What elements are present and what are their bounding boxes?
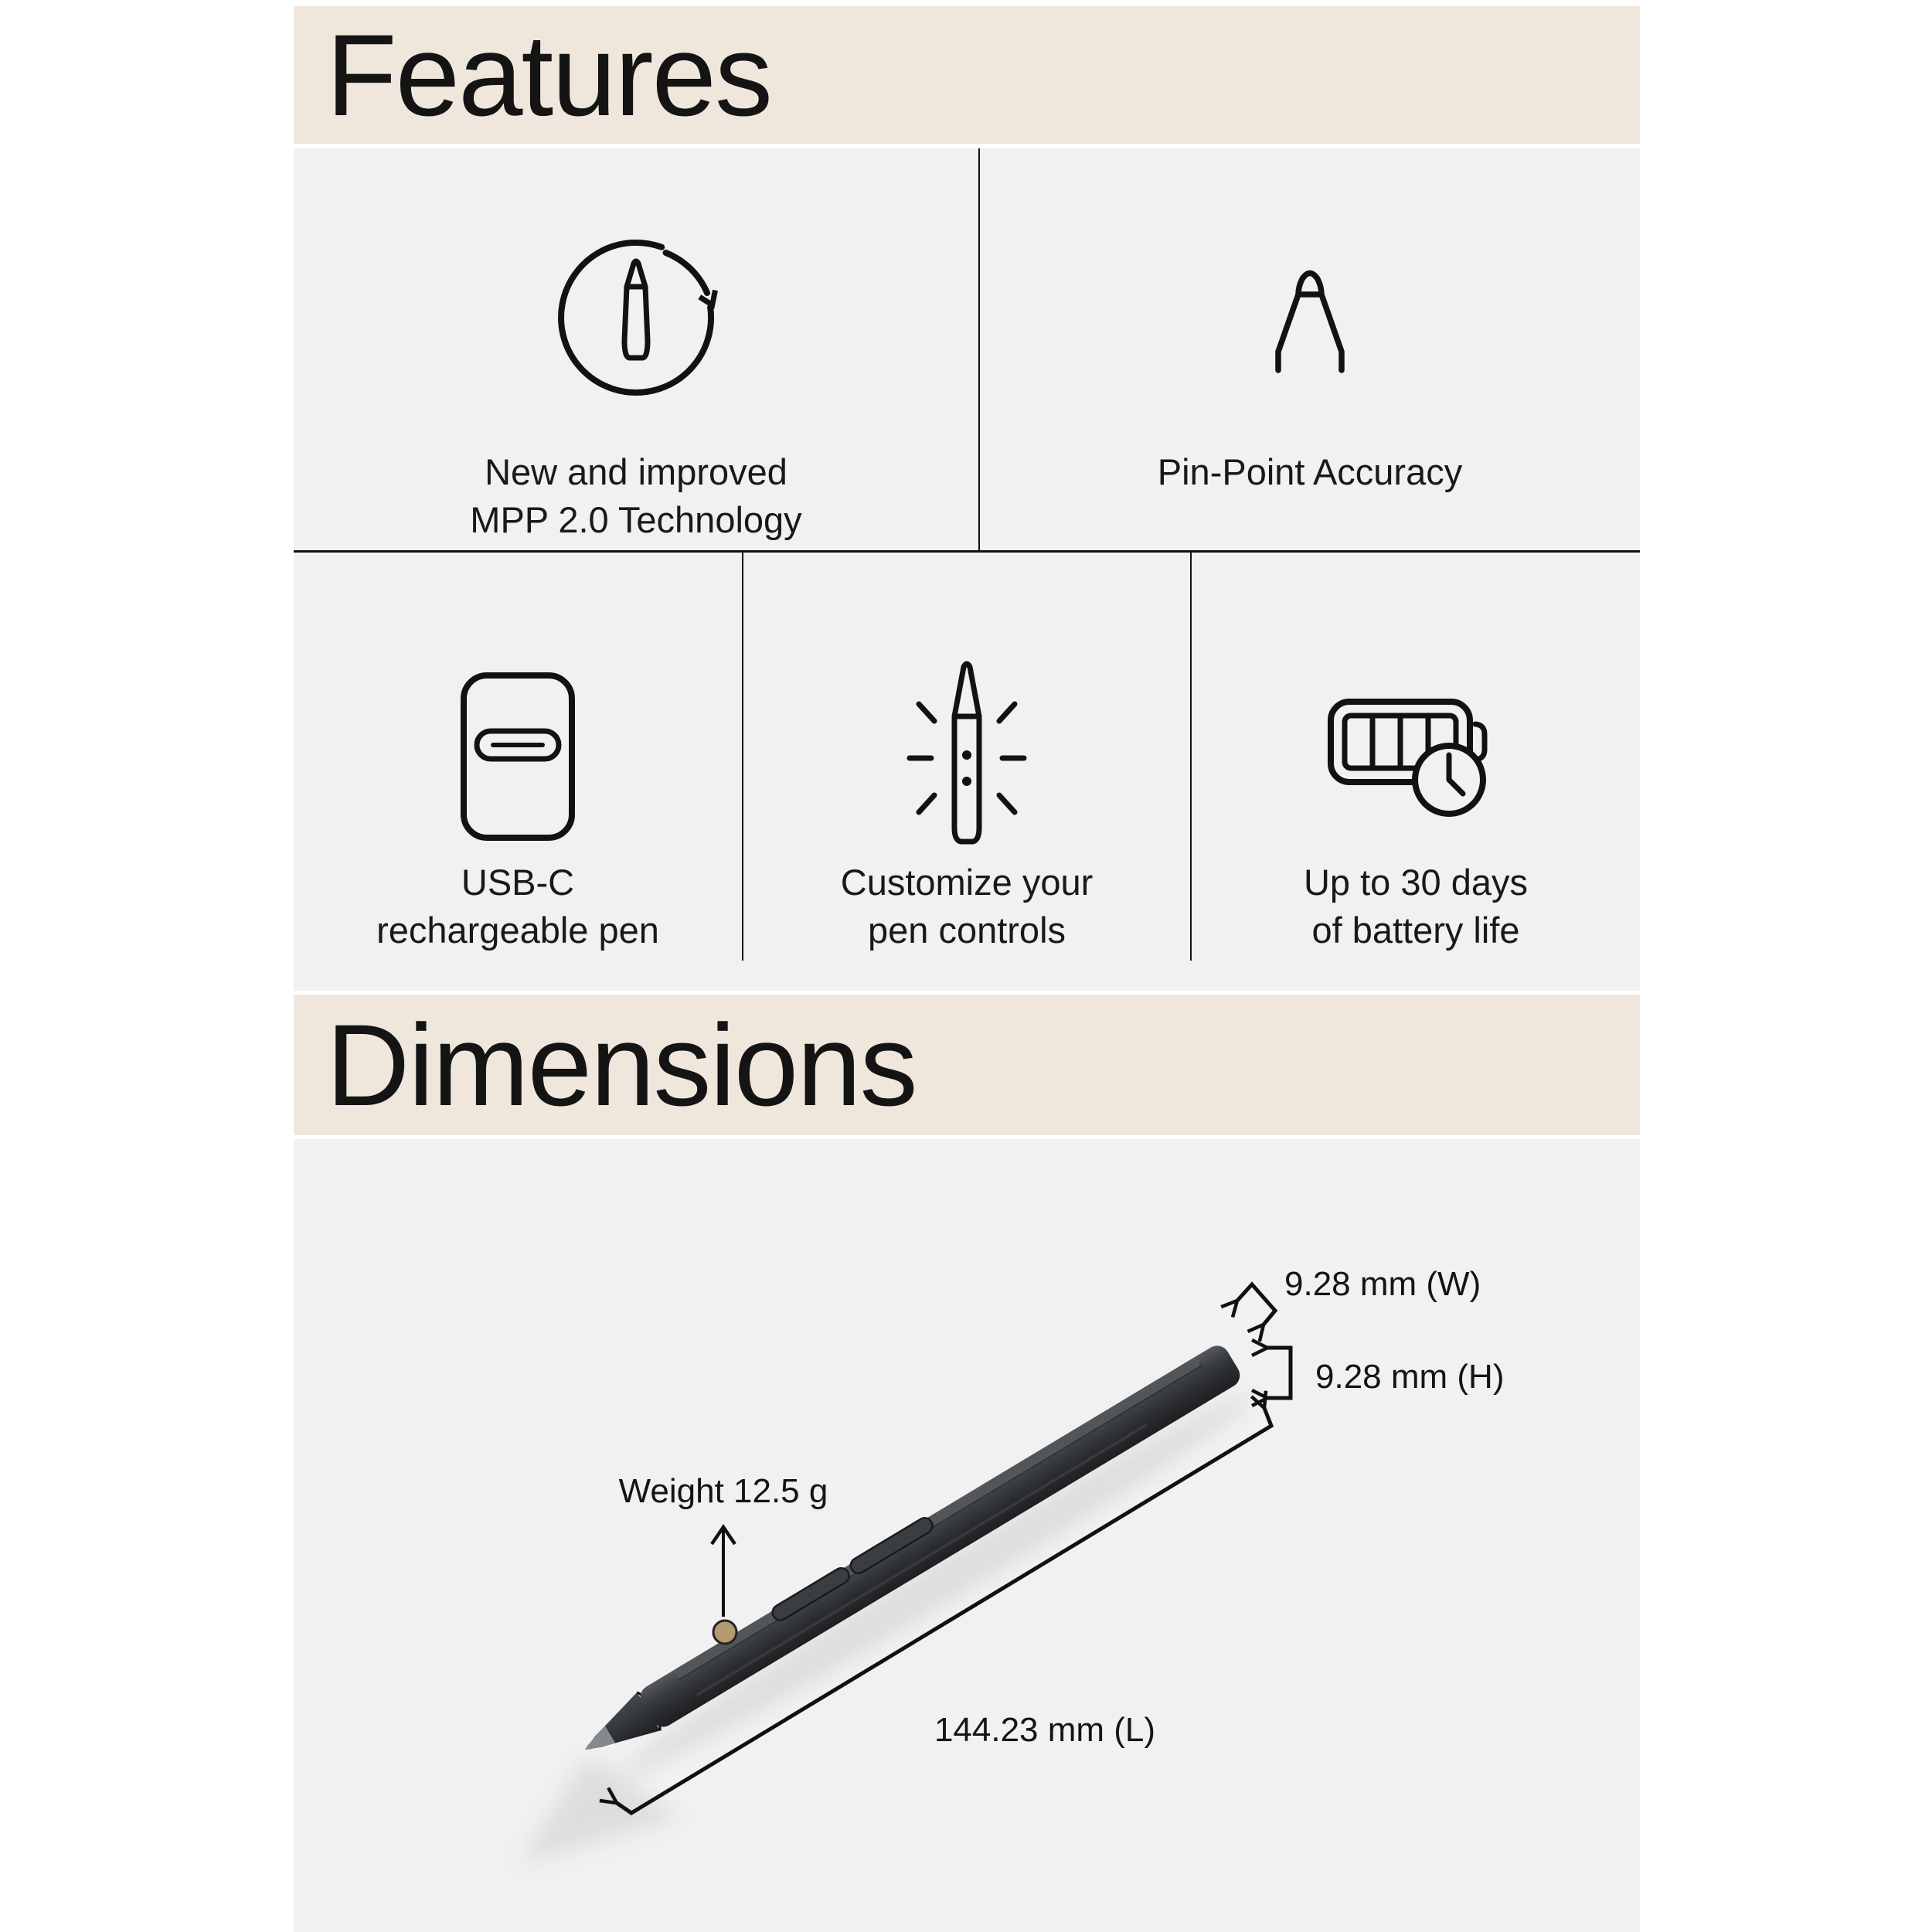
- feature-label: New and improved MPP 2.0 Technology: [470, 451, 802, 540]
- pen-image: [519, 1338, 1265, 1864]
- feature-label: Up to 30 days of battery life: [1303, 862, 1528, 951]
- dimensions-banner: [294, 995, 1640, 1135]
- weight-label: Weight 12.5 g: [618, 1472, 828, 1510]
- height-label: 9.28 mm (H): [1315, 1358, 1505, 1396]
- feature-label: Pin-Point Accuracy: [1157, 451, 1463, 492]
- height-dimension-arrow: [1267, 1348, 1291, 1398]
- width-dimension-arrow: [1237, 1284, 1275, 1325]
- weight-arrow: [712, 1527, 735, 1617]
- features-title: Features: [326, 9, 771, 140]
- feature-label: Customize your pen controls: [840, 862, 1094, 951]
- battery-clock-icon: [1327, 695, 1505, 818]
- pen-nib-icon: [1267, 262, 1352, 374]
- pen-accent-dot: [713, 1621, 736, 1644]
- width-label: 9.28 mm (W): [1284, 1265, 1481, 1303]
- length-dimension-line: [617, 1408, 1271, 1813]
- pen-refresh-icon: [548, 236, 724, 400]
- pen-controls-icon: [905, 655, 1029, 858]
- feature-pinpoint-accuracy: [980, 148, 1640, 550]
- features-grid: [294, 148, 1640, 991]
- feature-customize-controls: [743, 553, 1190, 991]
- dimensions-canvas: [294, 1139, 1640, 1932]
- dimensions-title: Dimensions: [326, 999, 917, 1130]
- feature-label: USB-C rechargeable pen: [376, 862, 659, 951]
- feature-usbc: [294, 553, 742, 991]
- feature-battery-life: [1192, 553, 1640, 991]
- features-banner: [294, 6, 1640, 144]
- usb-c-port-icon: [460, 672, 576, 842]
- feature-mpp-technology: [294, 148, 978, 550]
- length-label: 144.23 mm (L): [934, 1711, 1156, 1749]
